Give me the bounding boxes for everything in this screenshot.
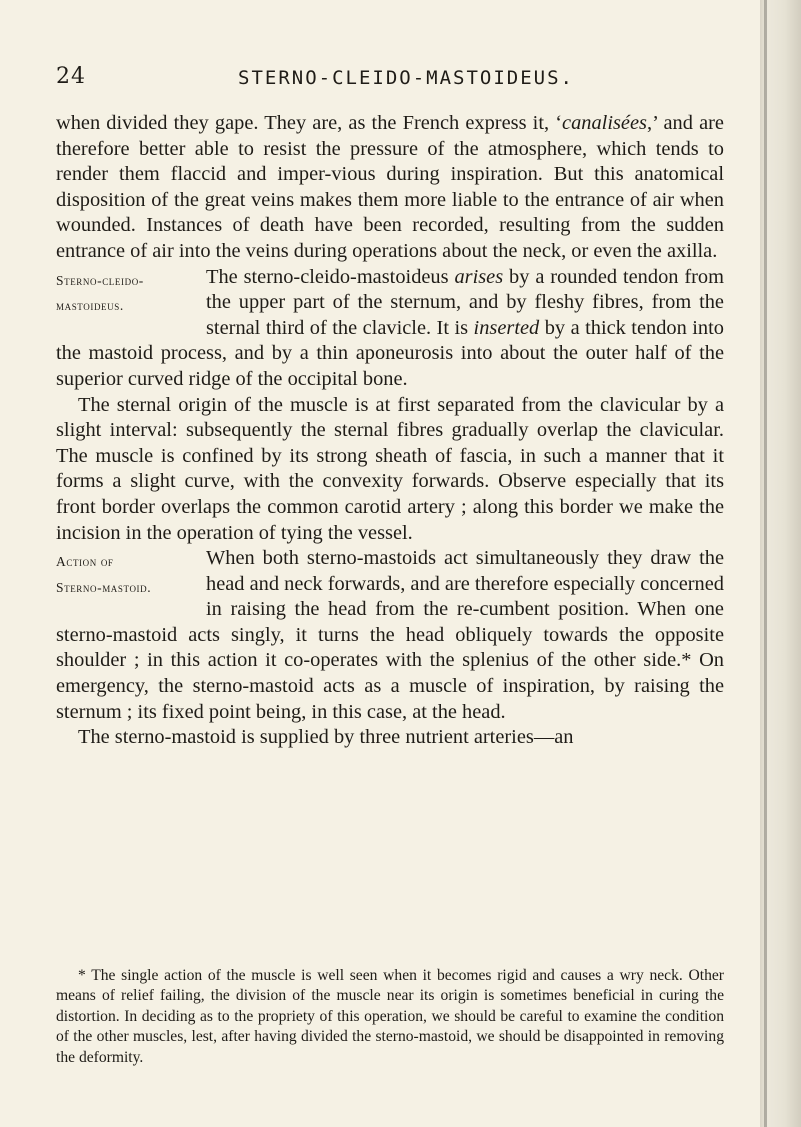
binding-shadow (764, 0, 767, 1127)
paragraph-4: When both sterno-mastoids act simultaneously they draw the head and neck forwards, and are therefore especially concerned in raising the head from the re-cumbent position. When one sterno-mastoid acts singly, it turns the head obliquely towards the opposite shoulder ; in this action it co-operates with the splenius of the other side.* On emergency, the sterno-mastoid acts as a muscle of inspiration, by raising the sternum ; its fixed point being, in this case, at the head. (56, 547, 724, 723)
footnote-text: * The single action of the muscle is well seen when it becomes rigid and causes a wry neck. Other means of relief failing, the division of the muscle near its origin is sometimes beneficial in curing the distortion. In deciding as to the propriety of this operation, we should be careful to examine the condition of the other muscles, lest, after having divided the sterno-mastoid, we should be disappointed in removing the deformity. (56, 967, 724, 1066)
paragraph-1 (56, 111, 724, 265)
body-text (56, 111, 724, 751)
running-title: STERNO-CLEIDO-MASTOIDEUS. (238, 67, 574, 89)
sidenote-line-2: mastoideus. (56, 298, 124, 314)
p1-text-end: ,’ and are therefore better able to resist the pressure of the atmosphere, which tends to render them flaccid and imper-vious during inspiration. But this anatomical disposition of the great veins makes them more liable to the entrance of air when wounded. Instances of death have been recorded, resulting from the sudden entrance of air into the veins during operations about the neck, or even the axilla. (56, 112, 724, 262)
p2-text-2: by a rounded tendon from the upper part of the sternum, and by fleshy fibres, from the sternal third of the clavicle. It is (206, 265, 724, 339)
p2-italic-arises: arises (454, 265, 504, 288)
sidenote-line-1: Sterno-cleido- (56, 272, 144, 288)
p2-italic-inserted: inserted (473, 316, 540, 339)
sidenote-line-2: Sterno-mastoid. (56, 579, 152, 595)
section-action (56, 546, 724, 725)
page-number: 24 (56, 64, 86, 89)
section-origin-insertion (56, 265, 724, 393)
sidenote-sterno-cleido-mastoideus (56, 265, 206, 319)
p2-text-3: by a thick tendon into the mastoid process, and by a thin aponeurosis into about the outer half of the superior curved ridge of the occipital bone. (56, 316, 724, 390)
paragraph-3: The sternal origin of the muscle is at first separated from the clavicular by a slight interval: subsequently the sternal fibres gradually overlap the clavicular. The muscle is confined by its strong sheath of fascia, in such a manner that it forms a slight curve, with the convexity forwards. Observe especially that its front border overlaps the common carotid artery ; along this border we make the incision in the operation of tying the vessel. (56, 393, 724, 544)
p1-text-start: when divided they gape. They are, as the French express it, ‘ (56, 112, 563, 134)
sidenote-action-of-sterno-mastoid (56, 546, 206, 600)
paragraph-5: The sterno-mastoid is supplied by three nutrient arteries—an (78, 726, 574, 749)
sidenote-line-1: Action of (56, 554, 114, 570)
page-header (56, 64, 726, 94)
adjacent-page-edge (760, 0, 801, 1127)
footnote (56, 966, 724, 1068)
p1-italic-term: canalisées (562, 112, 647, 134)
p2-text-1: The sterno-cleido-mastoideus (206, 265, 455, 288)
